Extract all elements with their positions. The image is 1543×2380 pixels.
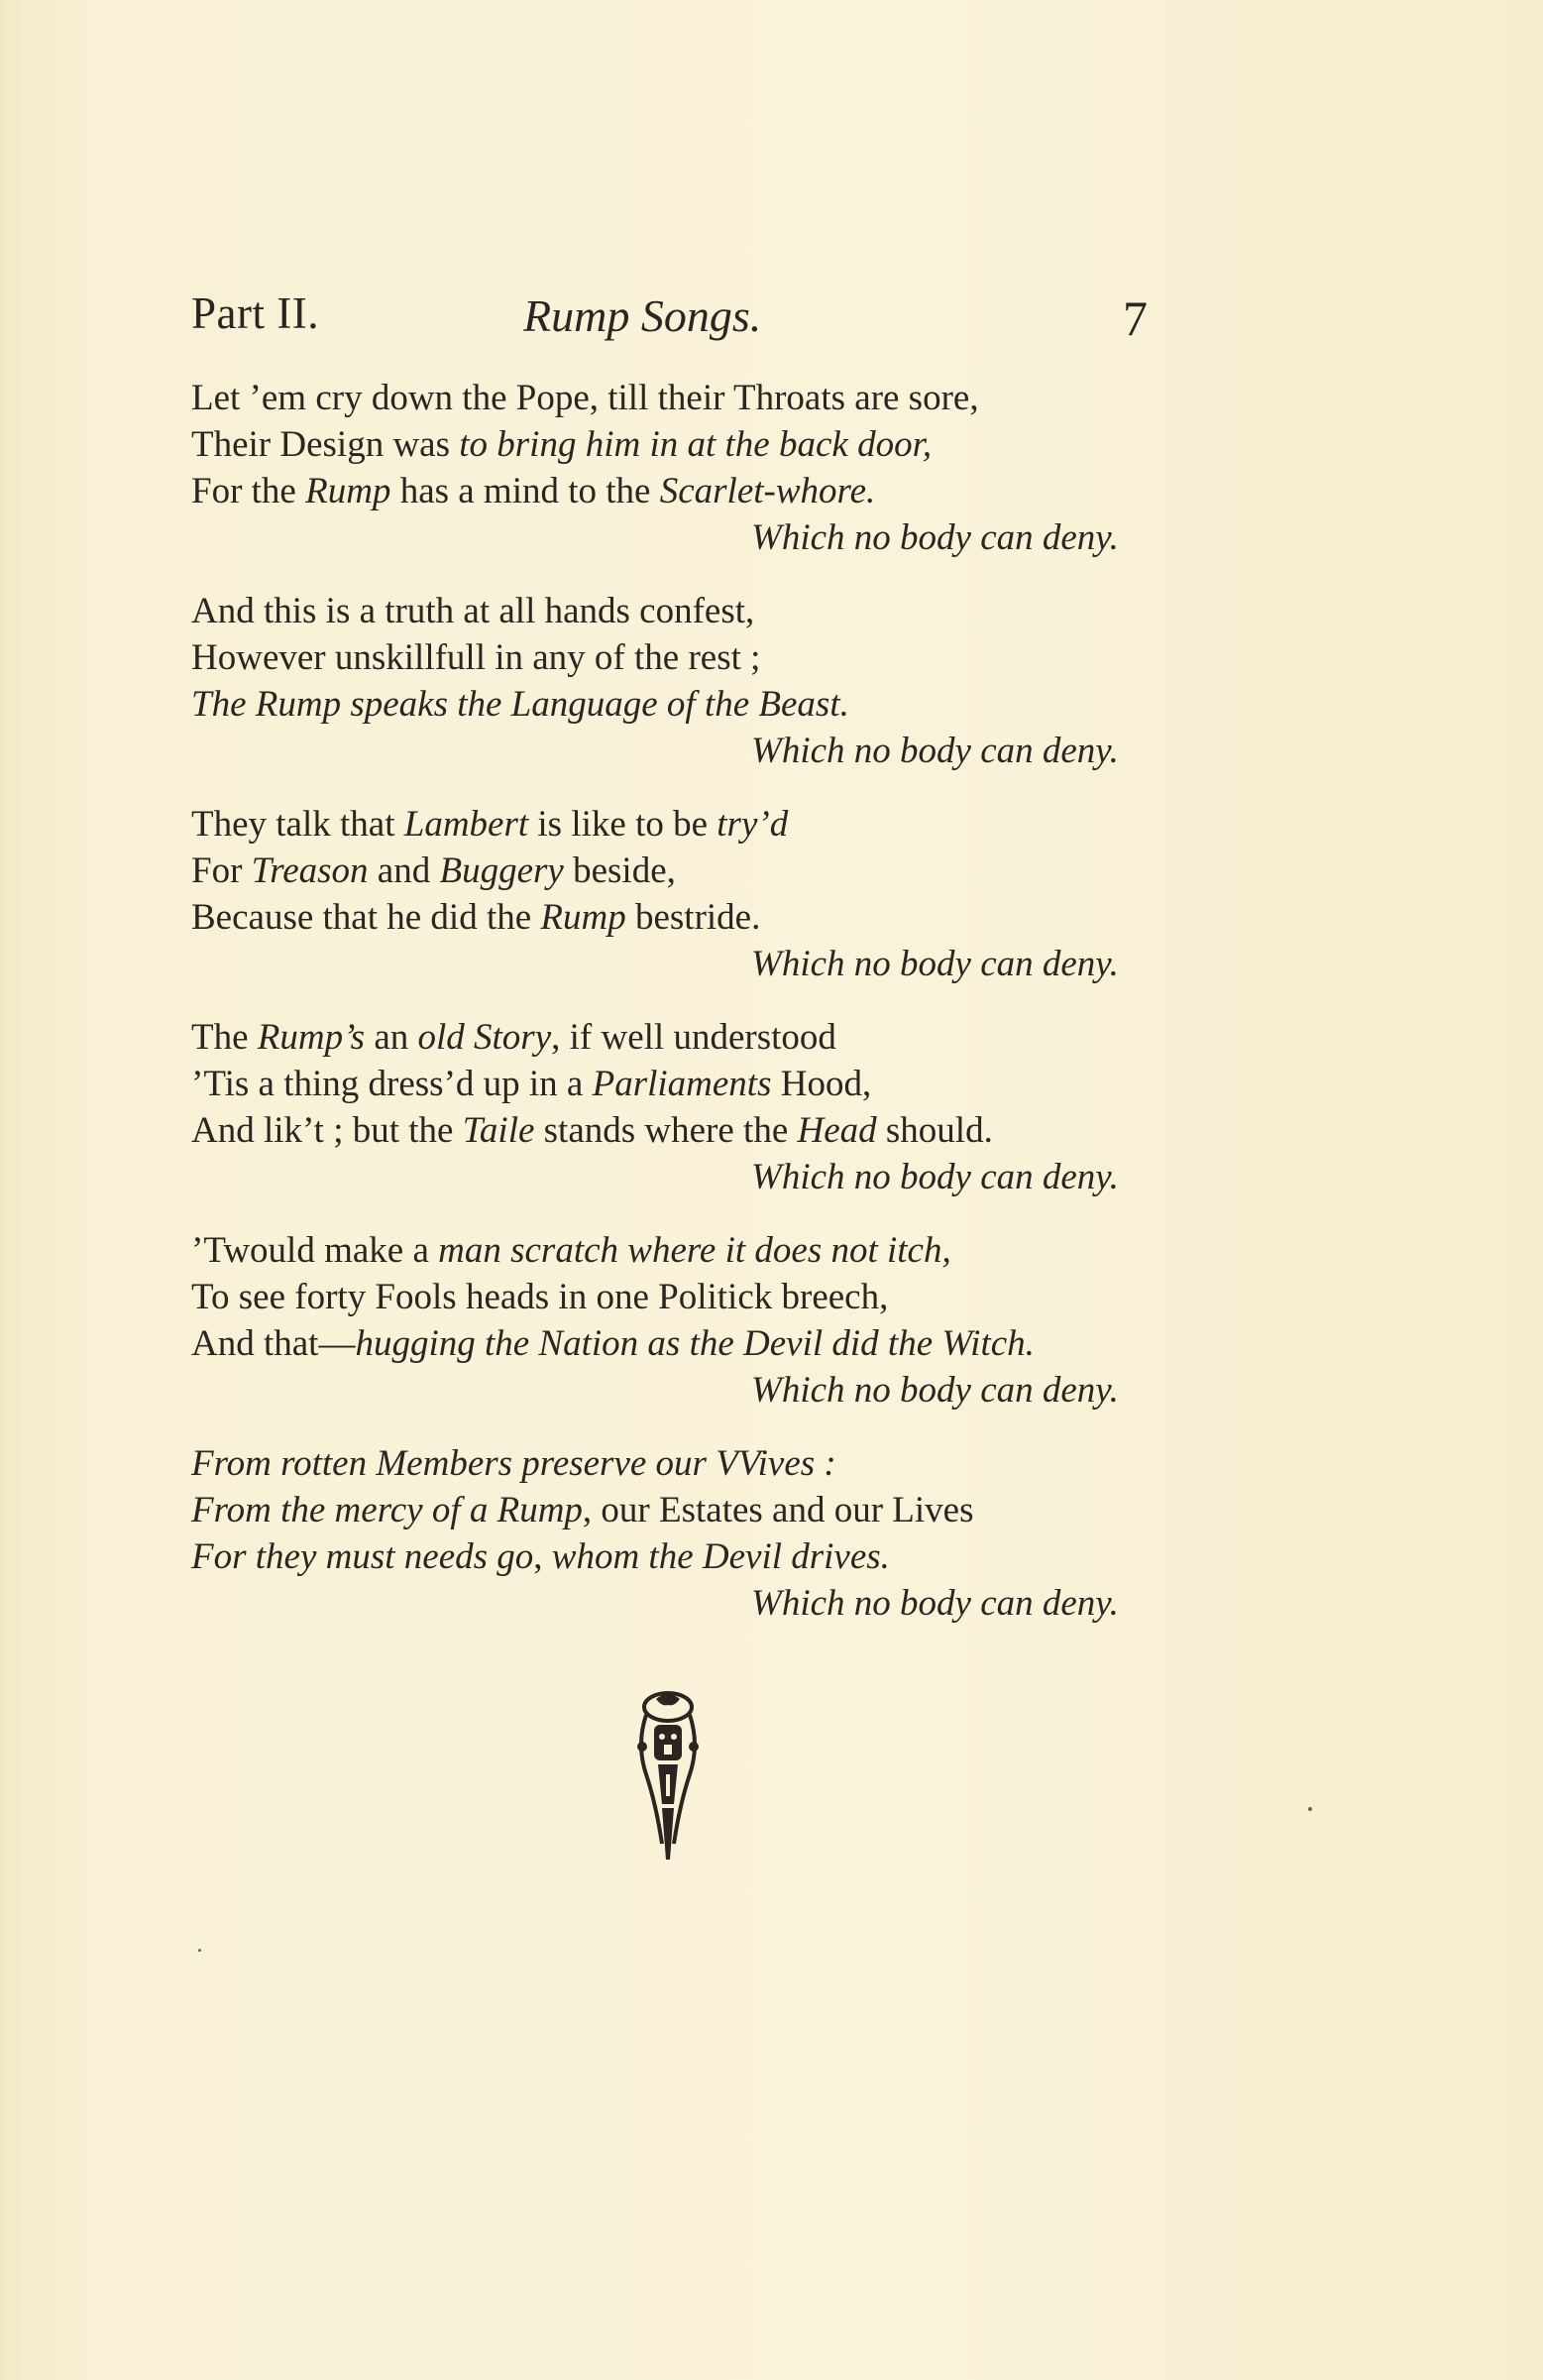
running-header [191,287,1153,357]
roman-text: is like to be [528,804,717,845]
verse-line [191,1227,1162,1274]
roman-text: The [191,1017,258,1058]
roman-text: bestride. [625,897,761,938]
verse-line [191,375,1162,421]
refrain-line: Which no body can deny. [751,517,1119,558]
roman-text: However unskillfull in any of the rest ; [191,637,761,678]
verse-line [191,801,1162,848]
italic-text: Lambert [403,804,529,845]
roman-text: For the [191,471,306,511]
roman-text: should. [876,1110,993,1151]
italic-text: to bring him in at the back door, [459,424,933,465]
italic-text: From the mercy of a Rump [191,1490,583,1530]
roman-text: has a mind to the [390,471,660,511]
roman-text: an [365,1017,418,1058]
refrain-line: Which no body can deny. [751,1370,1119,1411]
paper-speck [198,1949,201,1952]
verse-line [191,1014,1162,1061]
italic-text: Rump [540,897,626,938]
page-number: 7 [1123,290,1148,346]
refrain-line: Which no body can deny. [751,731,1119,771]
stanza [191,1227,1162,1414]
roman-text: , if well understood [551,1017,836,1058]
roman-text: To see forty Fools heads in one Politick breech, [191,1277,889,1317]
italic-text: Parliaments [592,1064,772,1104]
verse-line [191,1320,1162,1367]
stanza [191,1440,1162,1627]
italic-text: For they must needs go [191,1536,534,1577]
tailpiece-ornament-icon [628,1685,708,1864]
running-title: Rump Songs. [523,290,762,341]
roman-text: and [368,850,440,891]
roman-text: For [191,850,252,891]
roman-text: beside, [563,850,676,891]
stanza [191,801,1162,987]
italic-text: Rump [305,471,391,511]
roman-text: ’Tis a thing dress’d up in a [191,1064,593,1104]
verse-line [191,468,1162,514]
italic-text: The Rump speaks the Language of the Beast. [191,684,849,725]
verse-line [191,1533,1162,1580]
roman-text: They talk that [191,804,404,845]
verse-line [191,894,1162,941]
roman-text: And that— [191,1323,356,1364]
roman-text: Because that he did the [191,897,541,938]
roman-text: Hood, [771,1064,872,1104]
roman-text: ’Twould make a [191,1230,439,1271]
refrain-line: Which no body can deny. [751,944,1119,984]
roman-text: Let ’em cry down the Pope, till their Throats are sore, [191,378,979,418]
italic-text: try’d [716,804,789,845]
stanza [191,1014,1162,1200]
verse-line [191,1487,1162,1533]
verse-line [191,681,1162,728]
roman-text: And this is a truth at all hands confest, [191,591,755,631]
italic-text: Head [797,1110,877,1151]
italic-text: hugging the Nation as the Devil did the Witch. [355,1323,1035,1364]
italic-text: Scarlet-whore. [659,471,876,511]
poem-body [191,375,1162,1653]
italic-text: man scratch where it does not itch, [438,1230,951,1271]
italic-text: Treason [251,850,369,891]
verse-line [191,1440,1162,1487]
verse-line [191,1061,1162,1107]
verse-line [191,588,1162,634]
verse-line [191,634,1162,681]
italic-text: Rump’s [257,1017,366,1058]
roman-text: stands where the [534,1110,798,1151]
verse-line [191,1107,1162,1154]
roman-text: And lik’t ; but the [191,1110,463,1151]
italic-text: old Story [417,1017,552,1058]
part-label: Part II. [191,288,319,338]
verse-line [191,1274,1162,1320]
refrain-line: Which no body can deny. [751,1157,1119,1197]
roman-text: Their Design was [191,424,460,465]
stanza [191,375,1162,561]
italic-text: From rotten Members preserve our VVives : [191,1443,836,1484]
italic-text: whom the Devil drives. [551,1536,890,1577]
italic-text: Taile [462,1110,535,1151]
roman-text: , our Estates and our Lives [582,1490,974,1530]
roman-text: , [533,1536,552,1577]
paper-speck [1308,1807,1312,1811]
verse-line [191,848,1162,894]
stanza [191,588,1162,774]
verse-line [191,421,1162,468]
refrain-line: Which no body can deny. [751,1583,1119,1624]
italic-text: Buggery [439,850,564,891]
